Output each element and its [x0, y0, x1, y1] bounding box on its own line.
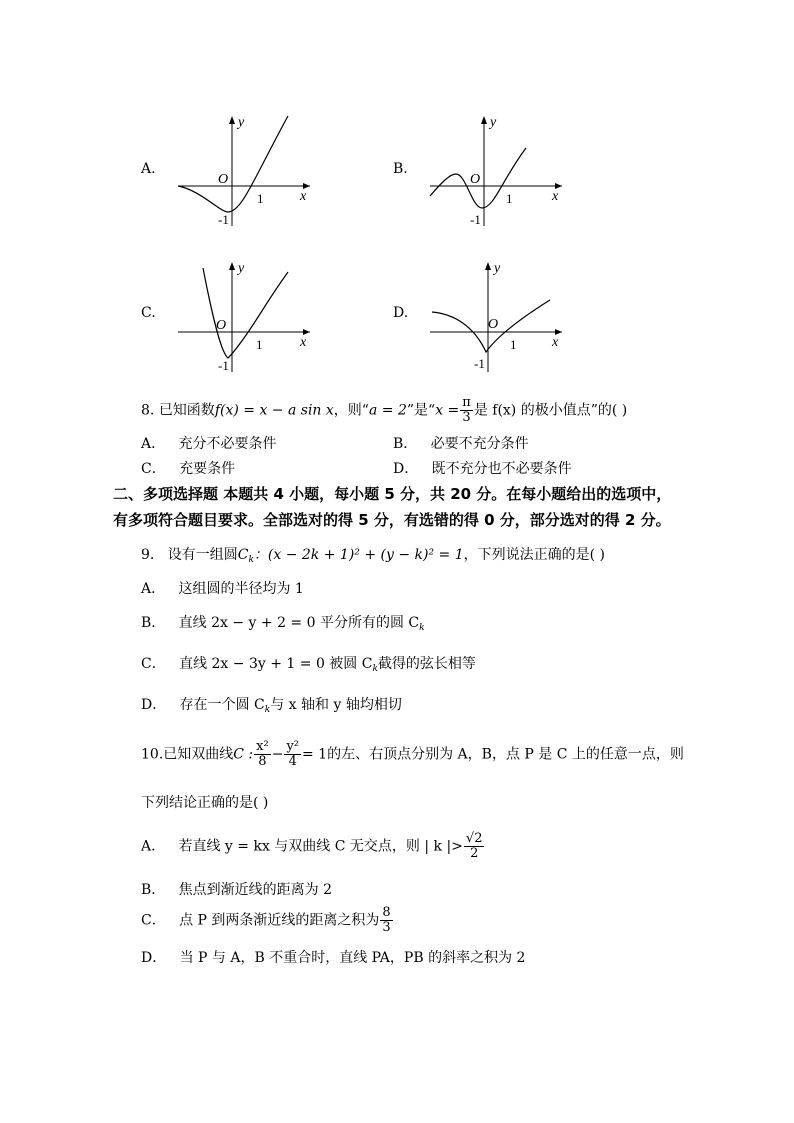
- tick-one: 1: [506, 191, 513, 206]
- x-axis-label: x: [552, 335, 559, 350]
- option-text: 这组圆的半径均为 1: [178, 581, 304, 597]
- x-axis-label: x: [300, 189, 307, 204]
- graph-d-label: D.: [393, 305, 409, 321]
- option-text: 当 P 与 A，B 不重合时，直线 PA，PB 的斜率之积为 2: [179, 950, 526, 966]
- option-text: 既不充分也不必要条件: [431, 461, 572, 477]
- q8-option-b: [393, 435, 529, 453]
- y-axis-label: y: [490, 115, 497, 130]
- q10-curve: C :: [233, 746, 254, 763]
- q8-frac-num: π: [462, 395, 471, 410]
- q9-circle: C: [237, 547, 249, 563]
- graph-c-label: C.: [141, 305, 156, 321]
- origin-label: O: [218, 172, 229, 187]
- q9-pre: 设有一组圆: [167, 547, 238, 563]
- frac-num: x²: [256, 739, 269, 754]
- origin-label: O: [488, 317, 499, 332]
- option-text: 焦点到渐近线的距离为 2: [178, 882, 333, 898]
- tick-one: 1: [256, 337, 263, 352]
- tick-neg-one: -1: [218, 358, 229, 373]
- option-key: A．: [141, 436, 166, 452]
- q10-eq: = 1: [302, 746, 328, 763]
- q8-cond: a = 2: [368, 402, 407, 419]
- q10-post: 的左、右顶点分别为 A，B，点 P 是 C 上的任意一点，则: [327, 746, 684, 763]
- option-sub: k: [264, 705, 271, 715]
- q10-option-d: [141, 949, 525, 967]
- q8-option-a: [141, 435, 276, 453]
- section-2-heading-line2: 有多项符合题目要求。全部选对的得 5 分，有选错的得 0 分，部分选对的得 2 分。: [113, 511, 671, 529]
- tick-neg-one: -1: [218, 212, 229, 227]
- option-key: C．: [141, 656, 166, 672]
- option-fraction: [380, 906, 392, 935]
- q9-sub: k: [248, 555, 254, 565]
- q10-fraction-y: [284, 740, 301, 769]
- origin-label: O: [216, 318, 227, 333]
- graph-a: [170, 108, 320, 230]
- frac-num: 8: [382, 905, 391, 920]
- option-text: 直线 2x − y + 2 = 0 平分所有的圆 C: [178, 615, 420, 631]
- option-text: 直线 2x − 3y + 1 = 0 被圆 C: [179, 656, 373, 672]
- q10-option-b: [141, 881, 332, 899]
- option-text: 充要条件: [179, 461, 236, 477]
- option-key: A．: [141, 838, 166, 855]
- q9-option-b: [141, 614, 425, 637]
- q9-equation: ：(x − 2k + 1)² + (y − k)² = 1: [253, 547, 464, 563]
- q8-func: f(x) = x − a sin x: [214, 402, 334, 419]
- tick-neg-one: -1: [470, 212, 481, 227]
- option-sub: k: [419, 623, 425, 633]
- x-axis-label: x: [300, 335, 307, 350]
- q8-mid1: ，则“: [333, 402, 369, 419]
- option-sub: k: [372, 664, 378, 674]
- frac-den: 4: [288, 754, 297, 769]
- graph-d: [422, 254, 572, 376]
- frac-den: 8: [258, 754, 267, 769]
- q9-option-a: [141, 580, 304, 598]
- option-text: 必要不充分条件: [430, 436, 529, 452]
- q8-frac-den: 3: [462, 410, 471, 425]
- question-8: [141, 396, 627, 425]
- q10-option-a: [141, 832, 485, 861]
- frac-den: 3: [382, 920, 391, 935]
- q9-post: ，下列说法正确的是( ): [463, 547, 606, 563]
- q10-fraction-x: [254, 740, 271, 769]
- tick-neg-one: -1: [474, 356, 485, 371]
- q8-pre: 已知函数: [158, 402, 215, 419]
- q10-minus: −: [271, 746, 284, 763]
- option-text: 若直线 y = kx 与双曲线 C 无交点，则 | k |>: [178, 838, 463, 855]
- option-key: C．: [141, 461, 166, 477]
- x-axis-label: x: [552, 189, 559, 204]
- option-tail: 与 x 轴和 y 轴均相切: [270, 697, 402, 713]
- option-text: 充分不必要条件: [178, 436, 277, 452]
- option-key: B．: [393, 436, 418, 452]
- q8-option-c: [141, 460, 235, 478]
- q9-option-c: [141, 655, 476, 678]
- option-text: 存在一个圆 C: [179, 697, 265, 713]
- q8-fraction: [460, 396, 473, 425]
- graph-a-label: A.: [141, 161, 156, 177]
- option-key: B．: [141, 882, 166, 898]
- y-axis-label: y: [238, 261, 245, 276]
- q10-pre: 已知双曲线: [163, 746, 234, 763]
- y-axis-label: y: [494, 261, 501, 276]
- option-key: B．: [141, 615, 166, 631]
- y-axis-label: y: [238, 115, 245, 130]
- option-key: D．: [393, 461, 419, 477]
- q10-number: 10.: [141, 746, 164, 763]
- q10-line2: 下列结论正确的是( ): [141, 795, 269, 811]
- graph-b-label: B.: [393, 161, 408, 177]
- option-key: A．: [141, 581, 166, 597]
- tick-one: 1: [257, 191, 264, 206]
- option-text: 点 P 到两条渐近线的距离之积为: [179, 912, 380, 929]
- graph-c: [170, 254, 320, 376]
- origin-label: O: [470, 172, 481, 187]
- q8-xeq: x =: [435, 402, 460, 419]
- frac-num: √2: [465, 831, 483, 846]
- section-2-heading-line1: 二、多项选择题 本题共 4 小题，每小题 5 分，共 20 分。在每小题给出的选项中，: [113, 485, 672, 503]
- option-key: C．: [141, 912, 166, 929]
- option-tail: 截得的弦长相等: [377, 656, 476, 672]
- q9-number: 9.: [141, 547, 155, 563]
- q8-mid2: ”是“: [406, 402, 436, 419]
- frac-den: 2: [470, 846, 479, 861]
- graph-b: [422, 108, 572, 230]
- option-fraction: [464, 832, 485, 861]
- q8-post: 是 f(x) 的极小值点”的( ): [473, 402, 628, 419]
- option-key: D．: [141, 950, 167, 966]
- option-key: D．: [141, 697, 167, 713]
- frac-num: y²: [286, 739, 299, 754]
- q10-option-c: [141, 906, 394, 935]
- q9-option-d: [141, 696, 402, 719]
- q8-option-d: [393, 460, 572, 478]
- question-10: [141, 740, 684, 769]
- q8-number: 8.: [141, 402, 155, 419]
- tick-one: 1: [510, 337, 517, 352]
- question-9: [141, 546, 605, 569]
